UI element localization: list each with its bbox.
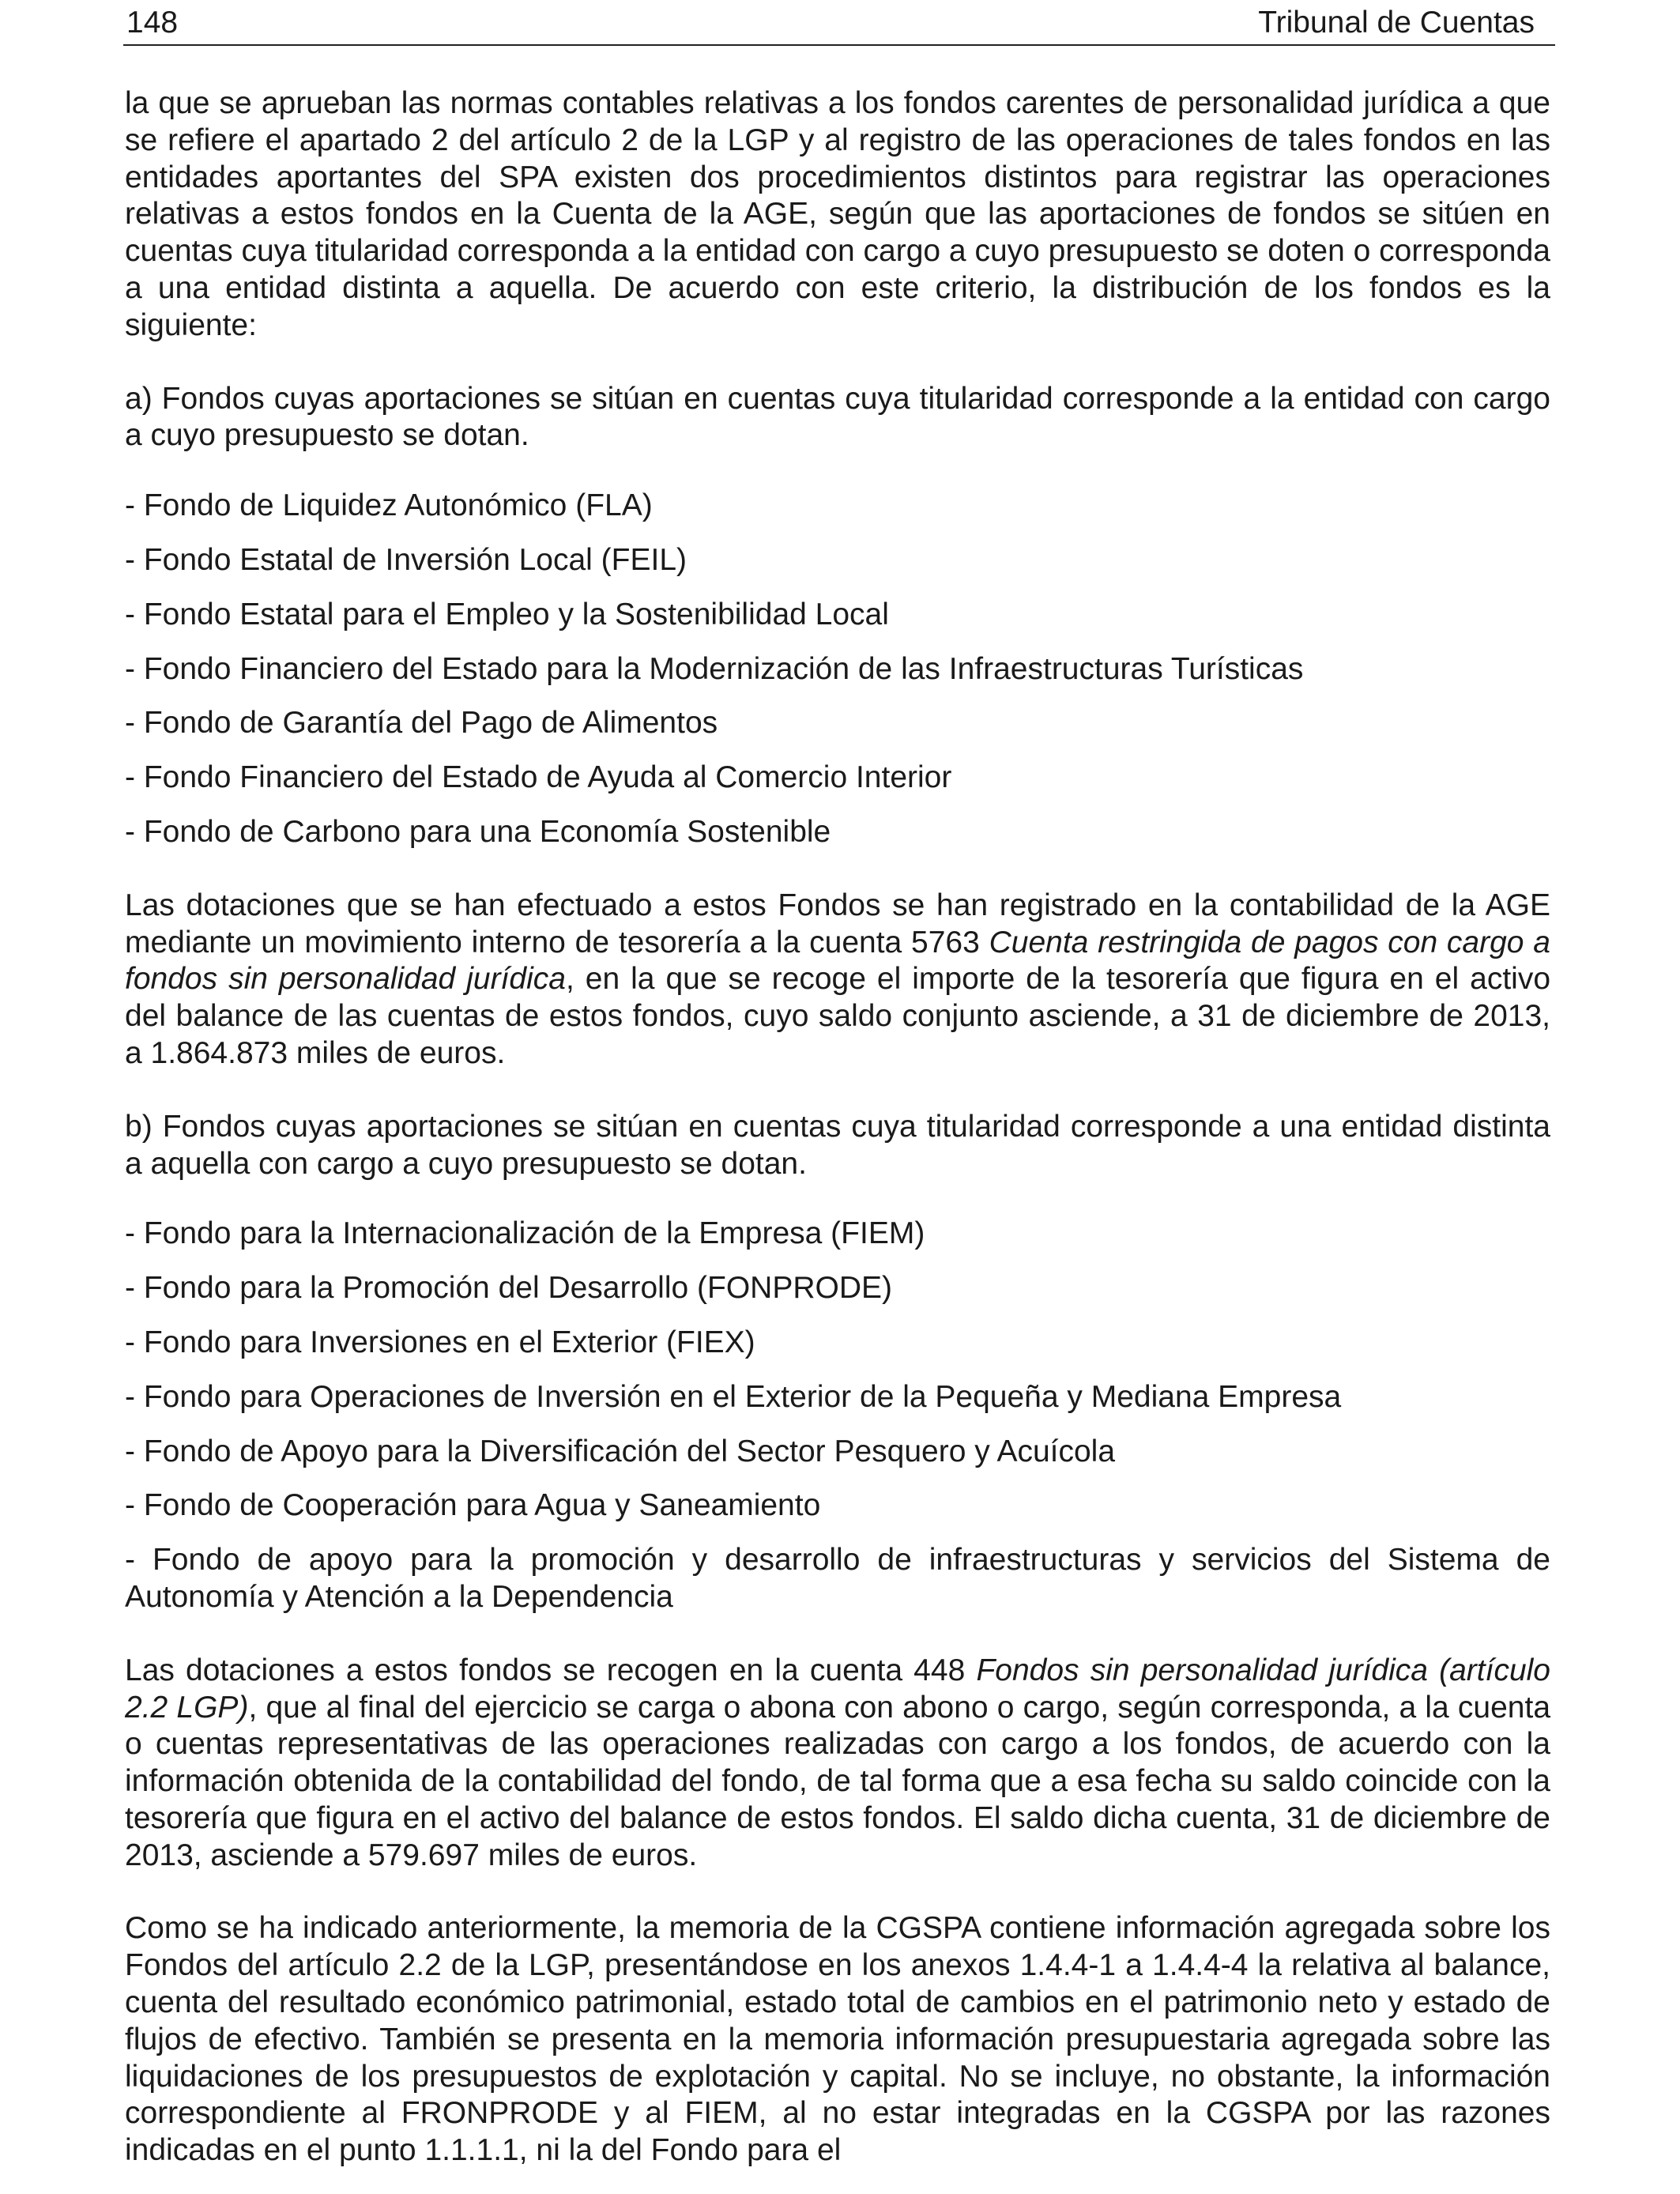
section-b-list <box>125 1216 1550 1615</box>
list-item: - Fondo para la Promoción del Desarrollo (FONPRODE) <box>125 1271 893 1306</box>
account-name-5763: Cuenta restringida de pagos con cargo a fondos sin personalidad jurídica <box>125 925 1550 997</box>
list-item: - Fondo Estatal para el Empleo y la Sostenibilidad Local <box>125 597 889 631</box>
intro-paragraph: la que se aprueban las normas contables relativas a los fondos carentes de personalidad jurídica a que se refiere el apartado 2 del artículo 2 de la LGP y al registro de las operaciones de tales fondos en las entidades aportantes del SPA existen dos procedimientos distintos para registrar las operaciones relativas a estos fondos en la Cuenta de la AGE, según que las aportaciones de fondos se sitúen en cuentas cuya titularidad corresponda a la entidad con cargo a cuyo presupuesto se doten o corresponda a una entidad distinta a aquella. De acuerdo con este criterio, la distribución de los fondos es la siguiente: <box>125 86 1550 342</box>
list-item: - Fondo de Garantía del Pago de Alimentos <box>125 706 718 741</box>
list-item: - Fondo Estatal de Inversión Local (FEIL) <box>125 542 687 577</box>
section-a-list <box>125 488 1550 851</box>
section-a-heading: a) Fondos cuyas aportaciones se sitúan en cuentas cuya titularidad corresponde a la entidad con cargo a cuyo presupuesto se dotan. <box>125 381 1550 453</box>
page-header <box>123 0 1555 46</box>
list-item: - Fondo para Inversiones en el Exterior (FIEX) <box>125 1325 755 1359</box>
section-b-paragraph-end: , que al final del ejercicio se carga o abona con abono o cargo, según corresponda, a la cuenta o cuentas representativas de las operaciones realizadas con cargo a los fondos, de acuerdo con la información obtenida de la contabilidad del fondo, de tal forma que a esa fecha su saldo coincide con la tesorería que figura en el activo del balance de estos fondos. El saldo dicha cuenta, 31 de diciembre de 2013, asciende a 579.697 miles de euros. <box>125 1690 1551 1872</box>
list-item: - Fondo para la Internacionalización de la Empresa (FIEM) <box>125 1216 925 1251</box>
list-item: - Fondo para Operaciones de Inversión en el Exterior de la Pequeña y Mediana Empresa <box>125 1379 1342 1414</box>
list-item: - Fondo de apoyo para la promoción y desarrollo de infraestructuras y servicios del Sistema de Autonomía y Atención a la Dependencia <box>125 1543 1550 1614</box>
section-b-heading: b) Fondos cuyas aportaciones se sitúan en cuentas cuya titularidad corresponde a una entidad distinta a aquella con cargo a cuyo presupuesto se dotan. <box>125 1109 1550 1181</box>
list-item: - Fondo Financiero del Estado para la Modernización de las Infraestructuras Turísticas <box>125 651 1304 686</box>
section-a-paragraph-start: Las dotaciones que se han efectuado a estos Fondos se han registrado en la contabilidad de la AGE mediante un movimiento interno de tesorería a la cuenta 5763 <box>125 888 1550 959</box>
list-item: - Fondo de Cooperación para Agua y Saneamiento <box>125 1488 821 1523</box>
document-body <box>125 85 1550 2169</box>
section-a-paragraph-end: , en la que se recoge el importe de la tesorería que figura en el activo del balance de las cuentas de estos fondos, cuyo saldo conjunto asciende, a 31 de diciembre de 2013, a 1.864.873 miles de euros. <box>125 962 1551 1070</box>
page-number: 148 <box>126 6 179 40</box>
section-a-paragraph <box>125 888 1550 1072</box>
list-item: - Fondo Financiero del Estado de Ayuda al Comercio Interior <box>125 760 952 795</box>
list-item: - Fondo de Carbono para una Economía Sostenible <box>125 814 831 849</box>
section-b-paragraph-start: Las dotaciones a estos fondos se recogen en la cuenta 448 <box>125 1653 977 1687</box>
account-name-448: Fondos sin personalidad jurídica (artículo 2.2 LGP) <box>125 1653 1550 1725</box>
list-item: - Fondo de Apoyo para la Diversificación del Sector Pesquero y Acuícola <box>125 1434 1116 1468</box>
running-title: Tribunal de Cuentas <box>1258 6 1535 40</box>
closing-paragraph: Como se ha indicado anteriormente, la memoria de la CGSPA contiene información agregada sobre los Fondos del artículo 2.2 de la LGP, presentándose en los anexos 1.4.4-1 a 1.4.4-4 la relativa al balance, cuenta del resultado económico patrimonial, estado total de cambios en el patrimonio neto y estado de flujos de efectivo. También se presenta en la memoria información presupuestaria agregada sobre las liquidaciones de los presupuestos de explotación y capital. No se incluye, no obstante, la información correspondiente al FRONPRODE y al FIEM, al no estar integradas en la CGSPA por las razones indicadas en el punto 1.1.1.1, ni la del Fondo para el <box>125 1911 1550 2168</box>
list-item: - Fondo de Liquidez Autonómico (FLA) <box>125 488 653 523</box>
section-b-paragraph <box>125 1653 1550 1875</box>
